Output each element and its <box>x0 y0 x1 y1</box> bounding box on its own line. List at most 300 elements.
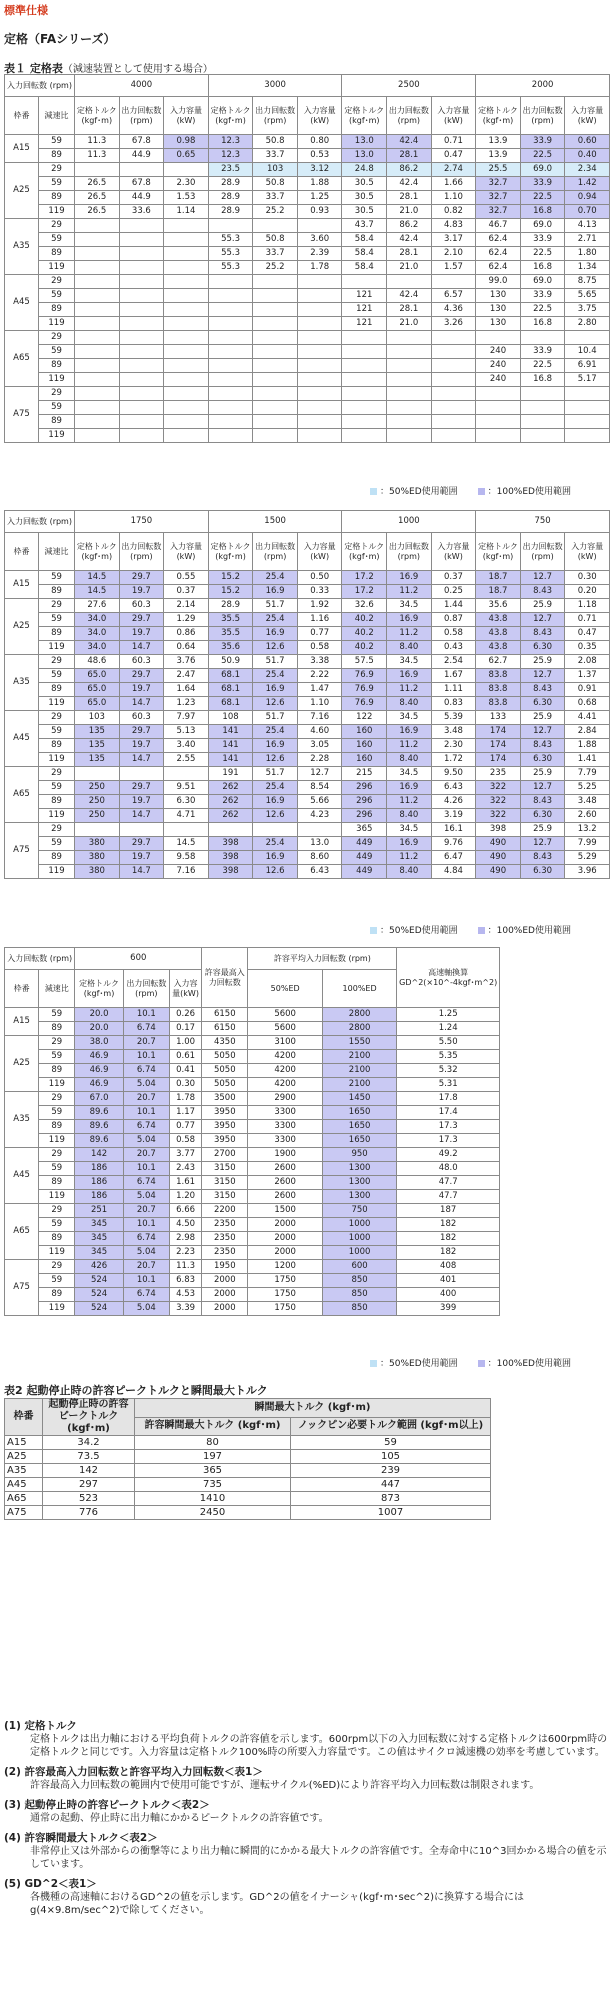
note-body: 通常の起動、停止時に出力軸にかかるピークトルクの許容値です。 <box>30 1813 329 1824</box>
value-cell: 850 <box>322 1274 396 1288</box>
value-cell: 34.5 <box>387 599 432 613</box>
ratio-cell: 89 <box>39 415 75 429</box>
value-cell: 19.7 <box>119 683 164 697</box>
table-row <box>5 1050 500 1064</box>
value-cell: 2.60 <box>565 809 610 823</box>
value-cell: 12.6 <box>253 697 298 711</box>
value-cell: 1.92 <box>297 599 342 613</box>
ratio-cell: 59 <box>39 837 75 851</box>
value-cell <box>75 163 120 177</box>
value-cell: 19.7 <box>119 851 164 865</box>
ratio-cell: 29 <box>39 275 75 289</box>
value-cell <box>431 331 476 345</box>
value-cell: 2100 <box>322 1078 396 1092</box>
value-cell: 2.30 <box>431 739 476 753</box>
value-cell <box>387 415 432 429</box>
value-cell <box>476 331 521 345</box>
frame-cell: A15 <box>5 1436 43 1450</box>
value-cell: 34.0 <box>75 641 120 655</box>
value-cell: 11.2 <box>387 795 432 809</box>
value-cell: 4200 <box>248 1078 322 1092</box>
value-cell: 68.1 <box>208 697 253 711</box>
value-cell: 21.0 <box>387 317 432 331</box>
ratio-cell: 89 <box>39 149 75 163</box>
value-cell <box>75 233 120 247</box>
value-cell: 2800 <box>322 1022 396 1036</box>
value-cell: 23.5 <box>208 163 253 177</box>
value-cell: 12.7 <box>520 781 565 795</box>
value-cell: 58.4 <box>342 233 387 247</box>
value-cell: 1.10 <box>431 191 476 205</box>
table-row <box>5 851 610 865</box>
ratio-cell: 29 <box>39 163 75 177</box>
value-cell: 12.7 <box>520 571 565 585</box>
value-cell <box>208 359 253 373</box>
value-cell: 12.3 <box>208 135 253 149</box>
value-cell: 35.6 <box>208 641 253 655</box>
value-cell: 262 <box>208 795 253 809</box>
value-cell: 25.9 <box>520 655 565 669</box>
speed-group-header: 4000 <box>75 75 209 97</box>
ratio-header: 減速比 <box>39 533 75 571</box>
value-cell: 5.31 <box>397 1078 500 1092</box>
ratio-cell: 119 <box>39 809 75 823</box>
value-cell: 46.9 <box>75 1050 123 1064</box>
value-cell: 1550 <box>322 1036 396 1050</box>
value-cell: 21.0 <box>387 261 432 275</box>
value-cell: 28.9 <box>208 205 253 219</box>
value-cell: 50.8 <box>253 177 298 191</box>
instant-max-header: 瞬間最大トルク (kgf･m) <box>135 1399 491 1418</box>
value-cell: 32.7 <box>476 191 521 205</box>
value-cell <box>297 331 342 345</box>
value-cell <box>119 415 164 429</box>
value-cell: 67.8 <box>119 177 164 191</box>
output-speed-header: 出力回転数(rpm) <box>387 533 432 571</box>
value-cell: 1.80 <box>565 247 610 261</box>
value-cell: 2600 <box>248 1176 322 1190</box>
value-cell: 850 <box>322 1288 396 1302</box>
value-cell <box>75 401 120 415</box>
allow-instant-header: 許容瞬間最大トルク (kgf･m) <box>135 1417 291 1436</box>
value-cell: 83.8 <box>476 683 521 697</box>
value-cell: 1000 <box>322 1246 396 1260</box>
value-cell <box>520 415 565 429</box>
value-cell: 398 <box>476 823 521 837</box>
value-cell: 0.77 <box>297 627 342 641</box>
value-cell: 4200 <box>248 1050 322 1064</box>
value-cell: 69.0 <box>520 219 565 233</box>
value-cell <box>119 359 164 373</box>
value-cell: 25.9 <box>520 711 565 725</box>
value-cell: 2800 <box>322 1008 396 1022</box>
value-cell: 1.17 <box>169 1106 201 1120</box>
value-cell: 380 <box>75 865 120 879</box>
value-cell: 65.0 <box>75 669 120 683</box>
rated-torque-header: 定格トルク(kgf･m) <box>476 533 521 571</box>
value-cell: 103 <box>253 163 298 177</box>
value-cell: 99.0 <box>476 275 521 289</box>
input-capacity-header: 入力容量(kW) <box>431 97 476 135</box>
value-cell <box>75 767 120 781</box>
value-cell <box>431 373 476 387</box>
table-row <box>5 1176 500 1190</box>
frame-cell: A35 <box>5 1092 39 1148</box>
ratio-cell: 89 <box>39 1176 75 1190</box>
value-cell: 11.2 <box>387 851 432 865</box>
value-cell <box>119 219 164 233</box>
ratio-cell: 119 <box>39 865 75 879</box>
value-cell: 2000 <box>248 1246 322 1260</box>
ratio-cell: 59 <box>39 401 75 415</box>
frame-cell: A25 <box>5 163 39 219</box>
value-cell: 1.78 <box>297 261 342 275</box>
value-cell: 1.88 <box>565 739 610 753</box>
table-row <box>5 429 610 443</box>
value-cell: 19.7 <box>119 585 164 599</box>
value-cell <box>297 387 342 401</box>
value-cell: 3.48 <box>565 795 610 809</box>
value-cell: 2.54 <box>431 655 476 669</box>
value-cell: 33.9 <box>520 289 565 303</box>
value-cell <box>387 401 432 415</box>
value-cell: 600 <box>322 1260 396 1274</box>
value-cell <box>119 345 164 359</box>
table-row <box>5 1464 491 1478</box>
speed-group-header: 2000 <box>476 75 610 97</box>
table-row <box>5 1218 500 1232</box>
rated-torque-header: 定格トルク(kgf･m) <box>75 533 120 571</box>
value-cell: 6.57 <box>431 289 476 303</box>
value-cell: 13.0 <box>342 135 387 149</box>
value-cell: 34.5 <box>387 655 432 669</box>
value-cell: 57.5 <box>342 655 387 669</box>
value-cell: 32.7 <box>476 177 521 191</box>
value-cell: 28.9 <box>208 177 253 191</box>
value-cell: 1950 <box>202 1260 248 1274</box>
table-row <box>5 739 610 753</box>
value-cell: 2100 <box>322 1050 396 1064</box>
value-cell: 46.7 <box>476 219 521 233</box>
value-cell <box>387 359 432 373</box>
value-cell: 11.2 <box>387 627 432 641</box>
value-cell: 400 <box>397 1288 500 1302</box>
value-cell: 30.5 <box>342 177 387 191</box>
value-cell: 25.4 <box>253 613 298 627</box>
value-cell: 25.2 <box>253 261 298 275</box>
note-body: 定格トルクは出力軸における平均負荷トルクの許容値を示します。600rpm以下の入力回転数に対する定格トルクは600rpm時の定格トルクと同じです。入力容量は定格トルク100%時の所要入力容量です。この値はサイクロ減速機の効率を考慮しています。 <box>30 1734 608 1758</box>
value-cell: 4.84 <box>431 865 476 879</box>
table-row <box>5 1288 500 1302</box>
value-cell: 0.25 <box>431 585 476 599</box>
speed-group-header: 2500 <box>342 75 476 97</box>
value-cell: 1.25 <box>297 191 342 205</box>
value-cell <box>342 359 387 373</box>
value-cell <box>520 387 565 401</box>
table-row <box>5 1260 500 1274</box>
value-cell: 76.9 <box>342 697 387 711</box>
value-cell: 2600 <box>248 1190 322 1204</box>
value-cell: 32.7 <box>476 205 521 219</box>
value-cell: 3.40 <box>164 739 209 753</box>
value-cell <box>119 163 164 177</box>
value-cell: 60.3 <box>119 711 164 725</box>
value-cell: 6.43 <box>297 865 342 879</box>
value-cell: 12.6 <box>253 641 298 655</box>
value-cell: 2700 <box>202 1148 248 1162</box>
value-cell: 5050 <box>202 1064 248 1078</box>
value-cell: 1.20 <box>169 1190 201 1204</box>
value-cell: 6.30 <box>520 809 565 823</box>
value-cell: 1.23 <box>164 697 209 711</box>
value-cell: 16.9 <box>387 837 432 851</box>
value-cell: 0.68 <box>565 697 610 711</box>
table-row <box>5 669 610 683</box>
legend-c: ：50%ED使用範囲 ：100%ED使用範囲 <box>370 1356 571 1369</box>
value-cell <box>75 303 120 317</box>
value-cell: 1.53 <box>164 191 209 205</box>
knockpin-value: 105 <box>291 1450 491 1464</box>
input-capacity-header: 入力容量(kW) <box>297 533 342 571</box>
value-cell: 3150 <box>202 1176 248 1190</box>
value-cell: 1.57 <box>431 261 476 275</box>
value-cell: 399 <box>397 1302 500 1316</box>
instant-value: 80 <box>135 1436 291 1450</box>
value-cell: 22.5 <box>520 191 565 205</box>
value-cell: 130 <box>476 289 521 303</box>
frame-cell: A15 <box>5 1008 39 1036</box>
ratio-cell: 89 <box>39 1022 75 1036</box>
value-cell: 1750 <box>248 1302 322 1316</box>
table-row <box>5 725 610 739</box>
ratio-cell: 59 <box>39 135 75 149</box>
table-row <box>5 1148 500 1162</box>
value-cell: 16.8 <box>520 317 565 331</box>
value-cell: 13.0 <box>297 837 342 851</box>
note-title: (5) GD^2＜表1＞ <box>4 1878 97 1890</box>
value-cell <box>253 345 298 359</box>
value-cell: 0.87 <box>431 613 476 627</box>
value-cell <box>164 823 209 837</box>
table-row <box>5 317 610 331</box>
value-cell: 108 <box>208 711 253 725</box>
ratio-cell: 29 <box>39 1036 75 1050</box>
value-cell: 20.7 <box>123 1260 169 1274</box>
ratio-cell: 119 <box>39 1246 75 1260</box>
ratio-cell: 29 <box>39 711 75 725</box>
value-cell: 33.9 <box>520 233 565 247</box>
knockpin-value: 873 <box>291 1492 491 1506</box>
value-cell: 8.43 <box>520 627 565 641</box>
value-cell: 11.2 <box>387 683 432 697</box>
ratio-cell: 59 <box>39 233 75 247</box>
value-cell: 27.6 <box>75 599 120 613</box>
ratio-cell: 89 <box>39 1288 75 1302</box>
value-cell: 60.3 <box>119 599 164 613</box>
value-cell: 29.7 <box>119 781 164 795</box>
value-cell: 16.1 <box>431 823 476 837</box>
value-cell <box>164 767 209 781</box>
input-capacity-header: 入力容量(kW) <box>431 533 476 571</box>
value-cell <box>164 331 209 345</box>
input-speed-header: 入力回転数 (rpm) <box>5 75 75 97</box>
value-cell: 16.9 <box>253 627 298 641</box>
table-row <box>5 1232 500 1246</box>
value-cell <box>253 373 298 387</box>
value-cell <box>342 345 387 359</box>
table-row <box>5 387 610 401</box>
value-cell: 33.7 <box>253 247 298 261</box>
value-cell: 14.7 <box>119 697 164 711</box>
value-cell: 0.71 <box>565 613 610 627</box>
value-cell: 401 <box>397 1274 500 1288</box>
ratio-cell: 89 <box>39 683 75 697</box>
value-cell: 1650 <box>322 1134 396 1148</box>
value-cell: 10.1 <box>123 1008 169 1022</box>
value-cell: 524 <box>75 1302 123 1316</box>
rated-torque-header: 定格トルク(kgf･m) <box>75 970 123 1008</box>
value-cell: 449 <box>342 865 387 879</box>
value-cell: 25.4 <box>253 571 298 585</box>
value-cell: 8.43 <box>520 585 565 599</box>
table-row <box>5 331 610 345</box>
value-cell <box>253 331 298 345</box>
value-cell <box>253 415 298 429</box>
value-cell: 398 <box>208 837 253 851</box>
ratio-cell: 59 <box>39 571 75 585</box>
value-cell <box>75 373 120 387</box>
frame-cell: A35 <box>5 1464 43 1478</box>
value-cell: 6.30 <box>164 795 209 809</box>
note-title: (4) 許容瞬間最大トルク＜表2＞ <box>4 1832 158 1844</box>
table-row <box>5 401 610 415</box>
table-row <box>5 781 610 795</box>
value-cell: 0.17 <box>169 1022 201 1036</box>
value-cell: 8.40 <box>387 697 432 711</box>
value-cell: 186 <box>75 1162 123 1176</box>
value-cell: 2000 <box>248 1218 322 1232</box>
value-cell <box>75 359 120 373</box>
output-speed-header: 出力回転数(rpm) <box>520 533 565 571</box>
ratio-cell: 119 <box>39 753 75 767</box>
instant-value: 1410 <box>135 1492 291 1506</box>
value-cell <box>431 275 476 289</box>
ratio-cell: 89 <box>39 1120 75 1134</box>
value-cell: 15.2 <box>208 571 253 585</box>
value-cell: 8.43 <box>520 851 565 865</box>
value-cell: 6.43 <box>431 781 476 795</box>
value-cell <box>119 823 164 837</box>
value-cell: 0.37 <box>431 571 476 585</box>
value-cell: 2000 <box>248 1232 322 1246</box>
peak-value: 34.2 <box>43 1436 135 1450</box>
value-cell: 4.41 <box>565 711 610 725</box>
ratio-cell: 29 <box>39 823 75 837</box>
value-cell: 58.4 <box>342 261 387 275</box>
value-cell: 3300 <box>248 1120 322 1134</box>
value-cell: 1.00 <box>169 1036 201 1050</box>
value-cell: 14.5 <box>75 571 120 585</box>
value-cell: 12.6 <box>253 865 298 879</box>
table-row <box>5 1246 500 1260</box>
value-cell: 1300 <box>322 1176 396 1190</box>
table-row <box>5 247 610 261</box>
value-cell <box>342 331 387 345</box>
value-cell: 2000 <box>202 1288 248 1302</box>
value-cell: 3150 <box>202 1162 248 1176</box>
peak-torque-table <box>4 1398 491 1520</box>
value-cell: 0.58 <box>169 1134 201 1148</box>
value-cell: 182 <box>397 1218 500 1232</box>
value-cell <box>431 387 476 401</box>
value-cell: 83.8 <box>476 697 521 711</box>
value-cell: 296 <box>342 809 387 823</box>
value-cell: 490 <box>476 837 521 851</box>
value-cell: 46.9 <box>75 1078 123 1092</box>
value-cell: 11.3 <box>75 135 120 149</box>
value-cell: 1.37 <box>565 669 610 683</box>
value-cell <box>119 275 164 289</box>
value-cell: 42.4 <box>387 289 432 303</box>
value-cell: 33.7 <box>253 191 298 205</box>
value-cell: 2.71 <box>565 233 610 247</box>
rated-torque-header: 定格トルク(kgf･m) <box>208 533 253 571</box>
value-cell: 6.74 <box>123 1120 169 1134</box>
ratio-cell: 59 <box>39 669 75 683</box>
value-cell: 15.2 <box>208 585 253 599</box>
rated-torque-header: 定格トルク(kgf･m) <box>476 97 521 135</box>
instant-value: 735 <box>135 1478 291 1492</box>
value-cell: 6.66 <box>169 1204 201 1218</box>
value-cell <box>75 387 120 401</box>
knockpin-value: 239 <box>291 1464 491 1478</box>
value-cell: 16.9 <box>387 613 432 627</box>
value-cell: 750 <box>322 1204 396 1218</box>
value-cell: 0.58 <box>297 641 342 655</box>
table-row <box>5 837 610 851</box>
ratio-cell: 119 <box>39 261 75 275</box>
ratio-cell: 89 <box>39 247 75 261</box>
value-cell: 7.16 <box>297 711 342 725</box>
value-cell: 20.0 <box>75 1008 123 1022</box>
value-cell: 25.9 <box>520 599 565 613</box>
value-cell: 62.4 <box>476 233 521 247</box>
value-cell <box>119 303 164 317</box>
value-cell: 89.6 <box>75 1134 123 1148</box>
value-cell: 0.53 <box>297 149 342 163</box>
value-cell: 0.43 <box>431 641 476 655</box>
value-cell: 46.9 <box>75 1064 123 1078</box>
value-cell <box>164 233 209 247</box>
frame-cell: A15 <box>5 571 39 599</box>
value-cell: 2.22 <box>297 669 342 683</box>
value-cell: 10.1 <box>123 1106 169 1120</box>
value-cell <box>164 247 209 261</box>
value-cell: 0.60 <box>565 135 610 149</box>
value-cell: 1750 <box>248 1288 322 1302</box>
value-cell <box>75 345 120 359</box>
table-row <box>5 177 610 191</box>
value-cell: 3.96 <box>565 865 610 879</box>
value-cell: 345 <box>75 1232 123 1246</box>
value-cell: 141 <box>208 753 253 767</box>
value-cell: 0.37 <box>164 585 209 599</box>
value-cell: 1.64 <box>164 683 209 697</box>
value-cell: 22.5 <box>520 247 565 261</box>
value-cell: 296 <box>342 781 387 795</box>
value-cell: 240 <box>476 345 521 359</box>
value-cell: 5600 <box>248 1022 322 1036</box>
